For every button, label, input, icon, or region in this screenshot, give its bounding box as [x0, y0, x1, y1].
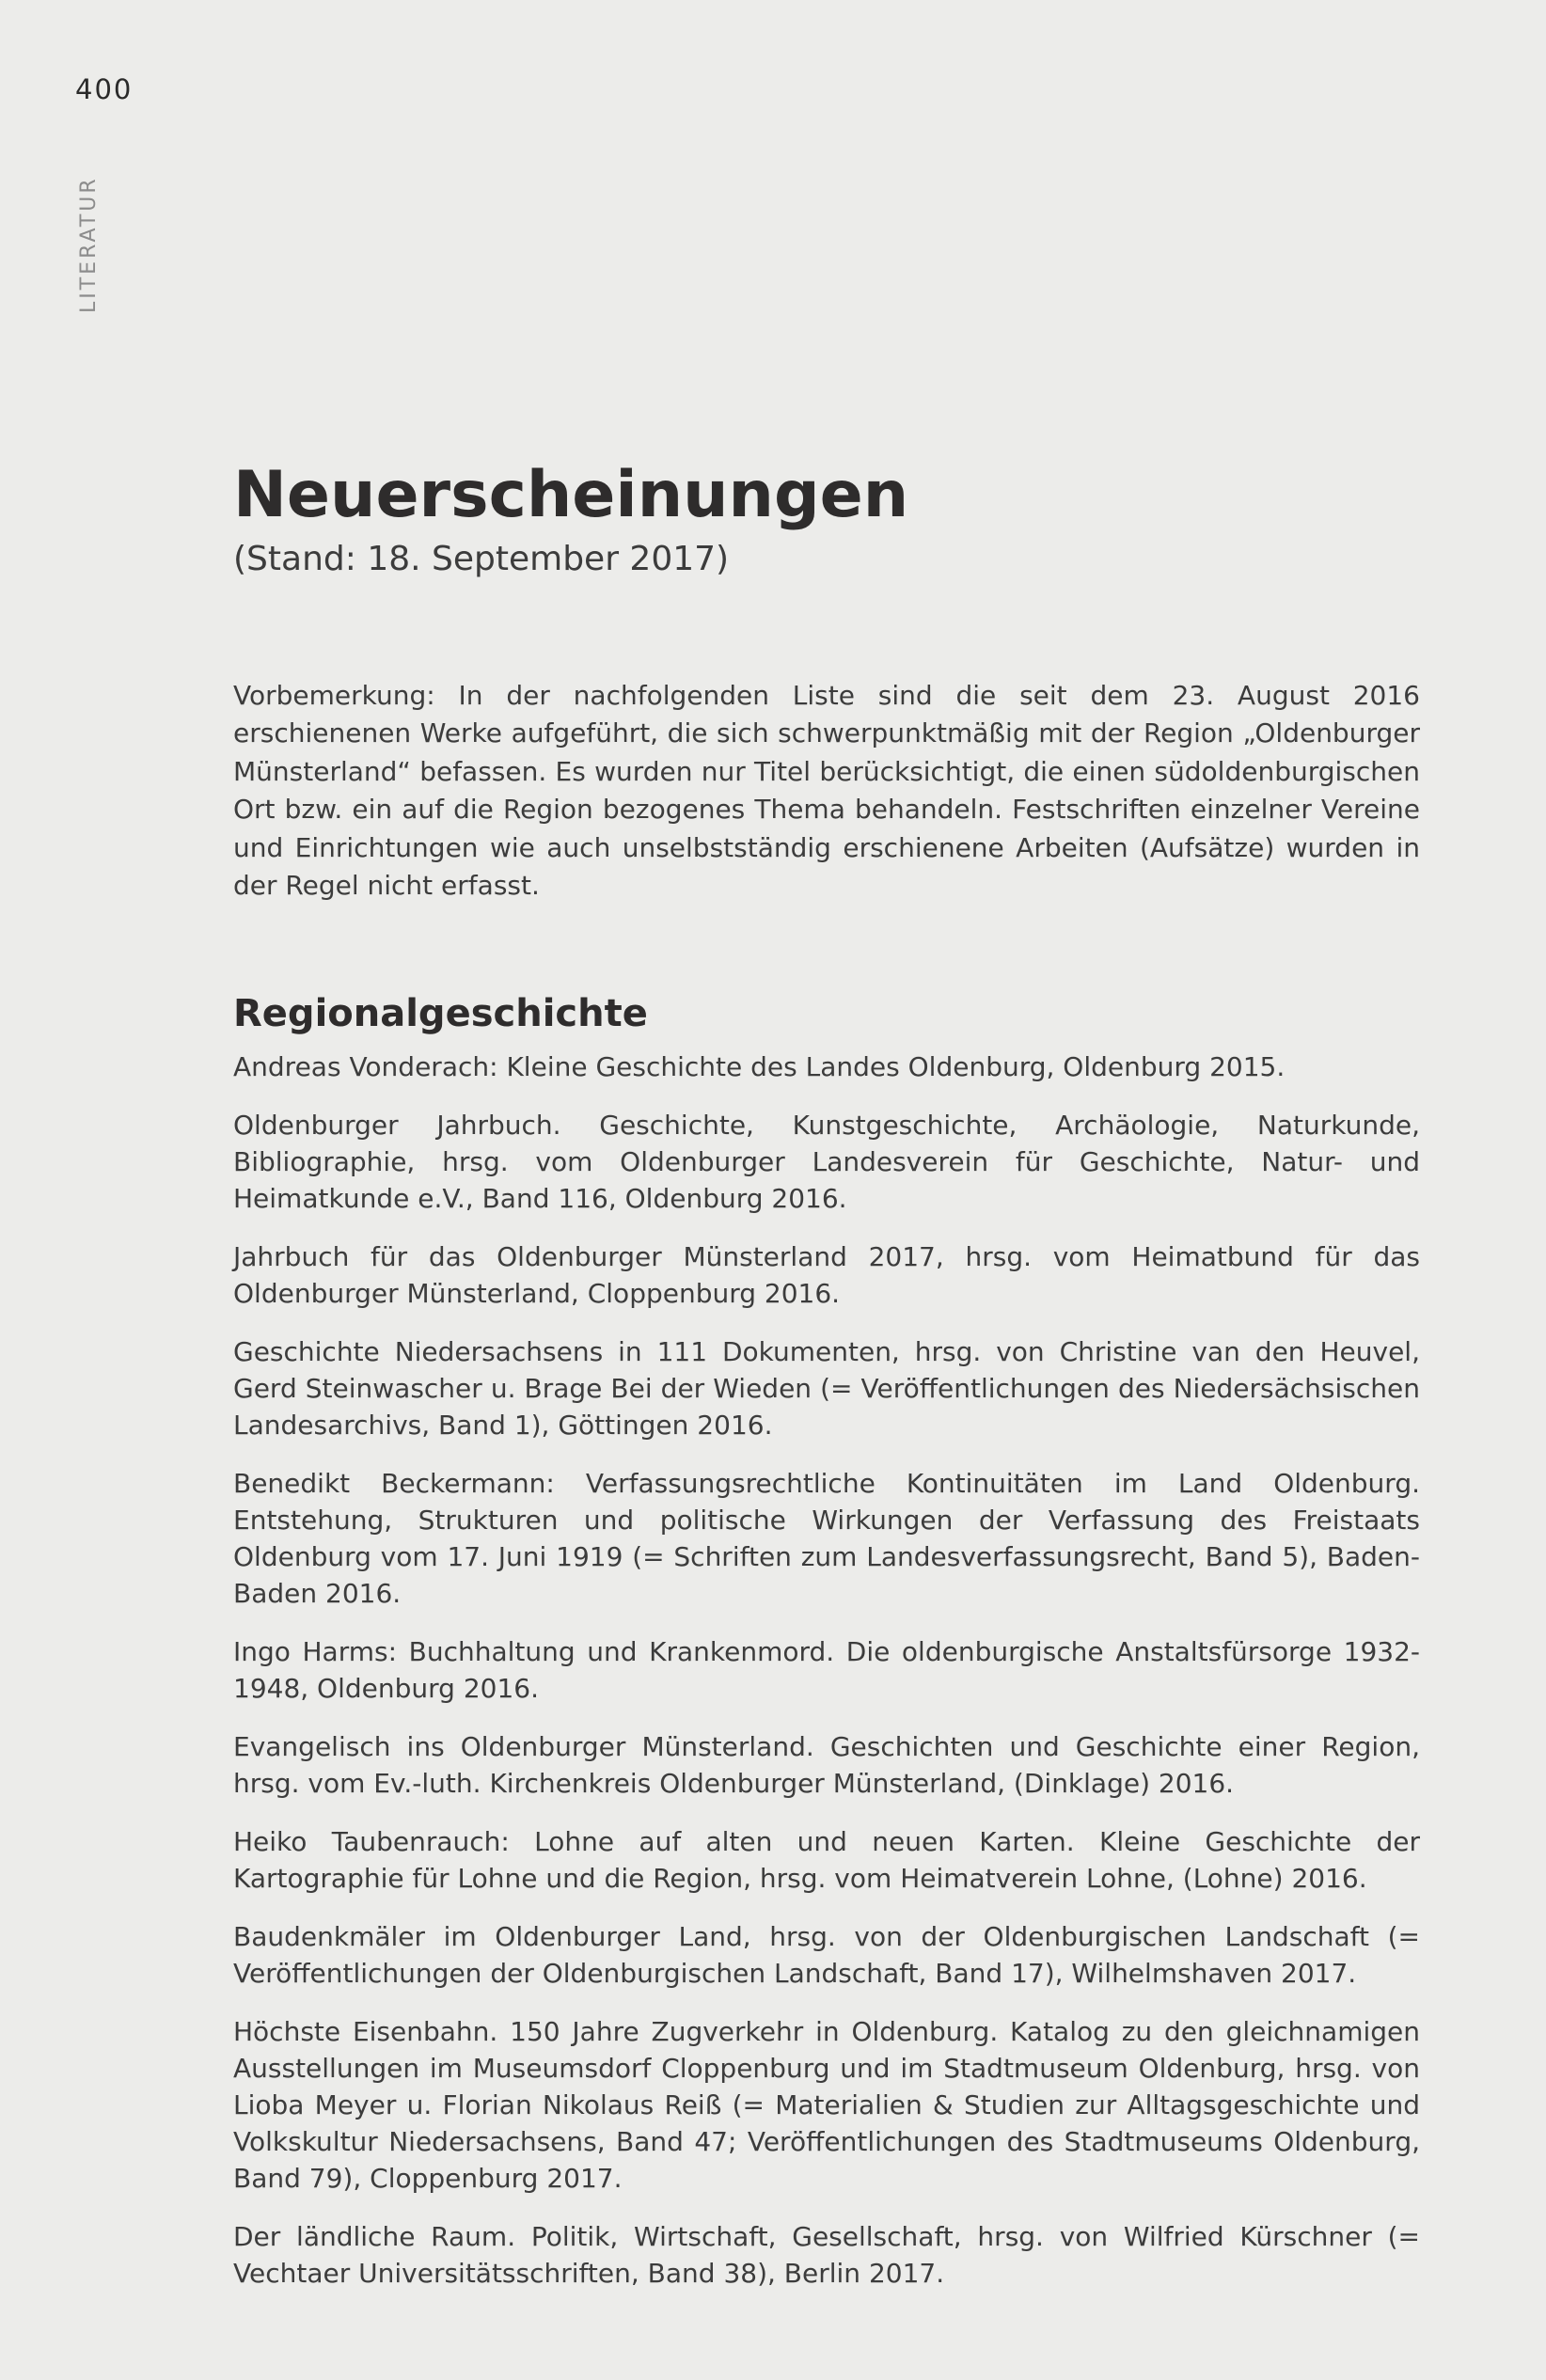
page-number: 400 [75, 73, 134, 105]
intro-paragraph: Vorbemerkung: In der nachfolgenden Liste sind die seit dem 23. August 2016 erschienenen Werke aufgeführt, die sich schwerpunktmäßig mit der Region „Oldenburger Münsterland“ befassen. Es wurden nur Titel berücksichtigt, die einen südoldenburgischen Ort bzw. ein auf die Region bezogenes Thema behandeln. Festschriften einzelner Vereine und Einrichtungen wie auch unselbstständig erschienene Arbeiten (Aufsätze) wurden in der Regel nicht erfasst. [233, 679, 1420, 902]
bibliography-entry: Andreas Vonderach: Kleine Geschichte des Landes Oldenburg, Oldenburg 2015. [233, 1050, 1286, 1082]
bibliography-entry: Baudenkmäler im Oldenburger Land, hrsg. von der Oldenburgischen Landschaft (= Veröffentlichungen der Oldenburgischen Landschaft, Band 17), Wilhelmshaven 2017. [233, 1920, 1420, 1989]
bibliography-entry: Geschichte Niedersachsens in 111 Dokumenten, hrsg. von Christine van den Heuvel, Gerd Steinwascher u. Brage Bei der Wieden (= Veröffentlichungen des Niedersächsischen Landesarchivs, Band 1), Göttingen 2016. [233, 1335, 1420, 1441]
page-subtitle: (Stand: 18. September 2017) [233, 539, 730, 578]
section-heading: Regionalgeschichte [233, 991, 648, 1035]
bibliography-entry: Höchste Eisenbahn. 150 Jahre Zugverkehr in Oldenburg. Katalog zu den gleichnamigen Ausstellungen im Museumsdorf Cloppenburg und im Stadtmuseum Oldenburg, hrsg. von Lioba Meyer u. Florian Nikolaus Reiß (= Materialien & Studien zur Alltagsgeschichte und Volkskultur Niedersachsens, Band 47; Veröffentlichungen des Stadtmuseums Oldenburg, Band 79), Cloppenburg 2017. [233, 2015, 1420, 2194]
bibliography-entry: Evangelisch ins Oldenburger Münsterland. Geschichten und Geschichte einer Region, hrsg. vom Ev.-luth. Kirchenkreis Oldenburger Münsterland, (Dinklage) 2016. [233, 1730, 1420, 1799]
section-side-label: LITERATUR [77, 176, 101, 313]
page-title: Neuerscheinungen [233, 458, 909, 532]
bibliography-entry: Ingo Harms: Buchhaltung und Krankenmord. Die oldenburgische Anstaltsfürsorge 1932-1948, Oldenburg 2016. [233, 1635, 1420, 1704]
bibliography-entry: Oldenburger Jahrbuch. Geschichte, Kunstgeschichte, Archäologie, Naturkunde, Bibliographie, hrsg. vom Oldenburger Landesverein für Geschichte, Natur- und Heimatkunde e.V., Band 116, Oldenburg 2016. [233, 1109, 1420, 1214]
bibliography-list [233, 1048, 1420, 2292]
bibliography-entry: Jahrbuch für das Oldenburger Münsterland 2017, hrsg. vom Heimatbund für das Oldenburger Münsterland, Cloppenburg 2016. [233, 1240, 1420, 1309]
page-content [233, 458, 1420, 2313]
bibliography-entry: Der ländliche Raum. Politik, Wirtschaft, Gesellschaft, hrsg. von Wilfried Kürschner (= Vechtaer Universitätsschriften, Band 38), Berlin 2017. [233, 2220, 1420, 2289]
bibliography-entry: Heiko Taubenrauch: Lohne auf alten und neuen Karten. Kleine Geschichte der Kartographie für Lohne und die Region, hrsg. vom Heimatverein Lohne, (Lohne) 2016. [233, 1825, 1420, 1894]
bibliography-entry: Benedikt Beckermann: Verfassungsrechtliche Kontinuitäten im Land Oldenburg. Entstehung, Strukturen und politische Wirkungen der Verfassung des Freistaats Oldenburg vom 17. Juni 1919 (= Schriften zum Landesverfassungsrecht, Band 5), Baden-Baden 2016. [233, 1467, 1420, 1609]
